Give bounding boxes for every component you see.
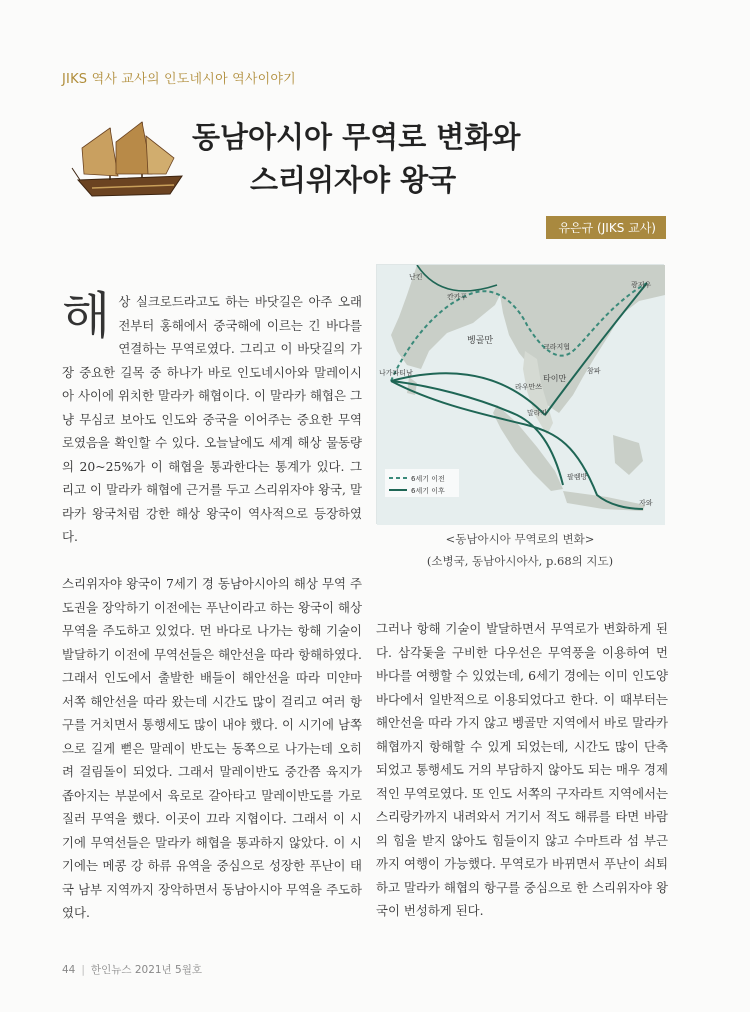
map-label-kalah: 팔렘방 (567, 473, 588, 481)
title-line-1: 동남아시아 무역로 변화와 (192, 120, 521, 154)
footer-separator: | (81, 964, 85, 976)
map-label-srilanka: 나가파티남 (379, 369, 413, 377)
map-label-kedah: 말라카 (527, 409, 548, 417)
legend-before: 6세기 이전 (411, 475, 445, 483)
map-label-thailand: 타이만 (543, 374, 567, 383)
map-label-cambodia: 크라지협 (543, 343, 571, 351)
map-caption (376, 528, 664, 572)
map-label-port: 칸카푸 (447, 293, 468, 301)
column-right (376, 617, 668, 923)
series-header: JIKS 역사 교사의 인도네시아 역사이야기 (62, 72, 296, 87)
map-label-malaya: 라우만쓰 (515, 383, 543, 391)
legend-after: 6세기 이후 (411, 487, 445, 495)
paragraph-2: 스리위자야 왕국이 7세기 경 동남아시아의 해상 무역 주도권을 장악하기 이전에는 푸난이라고 하는 왕국이 해상 무역을 주도하고 있었다. 먼 바다로 나가는 항해 기술이 발달하기 이전에 무역선들은 해안선을 따라 항해하였다. 그래서 인도에서 출발한 배들이 해안선을 따라 미얀마 서쪽 해안선을 따라 왔는데 시간도 많이 걸리고 여러 항구를 거치면서 통행세도 많이 내야 했다. 이 시기에 남쪽으로 길게 뻗은 말레이 반도는 동쪽으로 나가는데 오히려 걸림돌이 되었다. 그래서 말레이반도 중간쯤 육지가 좁아지는 부분에서 육로로 갈아타고 말레이반도를 가로질러 무역을 했다. 이곳이 끄라 지협이다. 그래서 이 시기에 무역선들은 말라카 해협을 통과하지 않았다. 이 시기에는 메콩 강 하류 유역을 중심으로 성장한 푸난이 태국 남부 지역까지 장악하면서 동남아시아 무역을 주도하였다. (62, 576, 362, 920)
map-label-java: 자와 (639, 499, 653, 507)
paragraph-1: 상 실크로드라고도 하는 바닷길은 아주 오래전부터 홍해에서 중국해에 이르는 긴 바다를 연결하는 무역로였다. 그리고 이 바닷길의 가장 중요한 길목 중 하나가 바로 인도네시아와 말레이시아 사이에 위치한 말라카 해협이다. 이 말라카 해협은 그냥 무심코 보아도 인도와 중국을 이어주는 중요한 무역로였음을 확인할 수 있다. 오늘날에도 세계 해상 물동량의 20~25%가 이 해협을 통과한다는 통계가 있다. 그리고 이 말라카 해협에 근거를 두고 스리위자야 왕국, 말라카 왕국처럼 강한 해상 왕국이 역사적으로 등장하였다. (62, 294, 362, 544)
page-number: 44 (62, 964, 76, 976)
article-title (190, 116, 550, 202)
drop-cap: 해 (62, 287, 111, 345)
map-svg (377, 265, 665, 525)
map-label-chanpa: 참파 (587, 367, 601, 375)
magazine-issue: 한인뉴스 2021년 5월호 (90, 964, 202, 976)
map-caption-source: (소병국, 동남아시아사, p.68의 지도) (426, 554, 614, 568)
map-label-nanking: 난킨 (409, 273, 423, 281)
map-caption-title: <동남아시아 무역로의 변화> (445, 532, 595, 546)
trade-route-map (376, 264, 664, 524)
map-label-gwangju: 광저우 (631, 281, 652, 289)
sailing-ship-illustration (70, 118, 188, 206)
map-label-bay: 벵골만 (467, 336, 494, 346)
map-legend (385, 469, 459, 497)
column-left-top (62, 287, 362, 549)
paragraph-3: 그러나 항해 기술이 발달하면서 무역로가 변화하게 된다. 삼각돛을 구비한 다우선은 무역풍을 이용하여 먼 바다를 여행할 수 있었는데, 6세기 경에는 이미 인도양 바다에서 일반적으로 이용되었다고 한다. 이 때부터는 해안선을 따라 가지 않고 벵골만 지역에서 바로 말라카 해협까지 항해할 수 있게 되었는데, 시간도 많이 단축되었고 통행세도 거의 부담하지 않아도 되는 매우 경제적인 무역로였다. 또 인도 서쪽의 구자라트 지역에서는 스리랑카까지 내려와서 거기서 적도 해류를 타면 바람의 힘을 받지 않아도 힘들이지 않고 수마트라 섬 부근까지 여행이 가능했다. 무역로가 바뀌면서 푸난이 쇠퇴하고 말라카 해협의 항구를 중심으로 한 스리위자야 왕국이 번성하게 된다. (376, 621, 668, 918)
title-line-2: 스리위자야 왕국 (250, 163, 457, 197)
column-left-bottom (62, 572, 362, 925)
page-footer (62, 962, 202, 977)
author-badge: 유은규 (JIKS 교사) (546, 216, 666, 239)
